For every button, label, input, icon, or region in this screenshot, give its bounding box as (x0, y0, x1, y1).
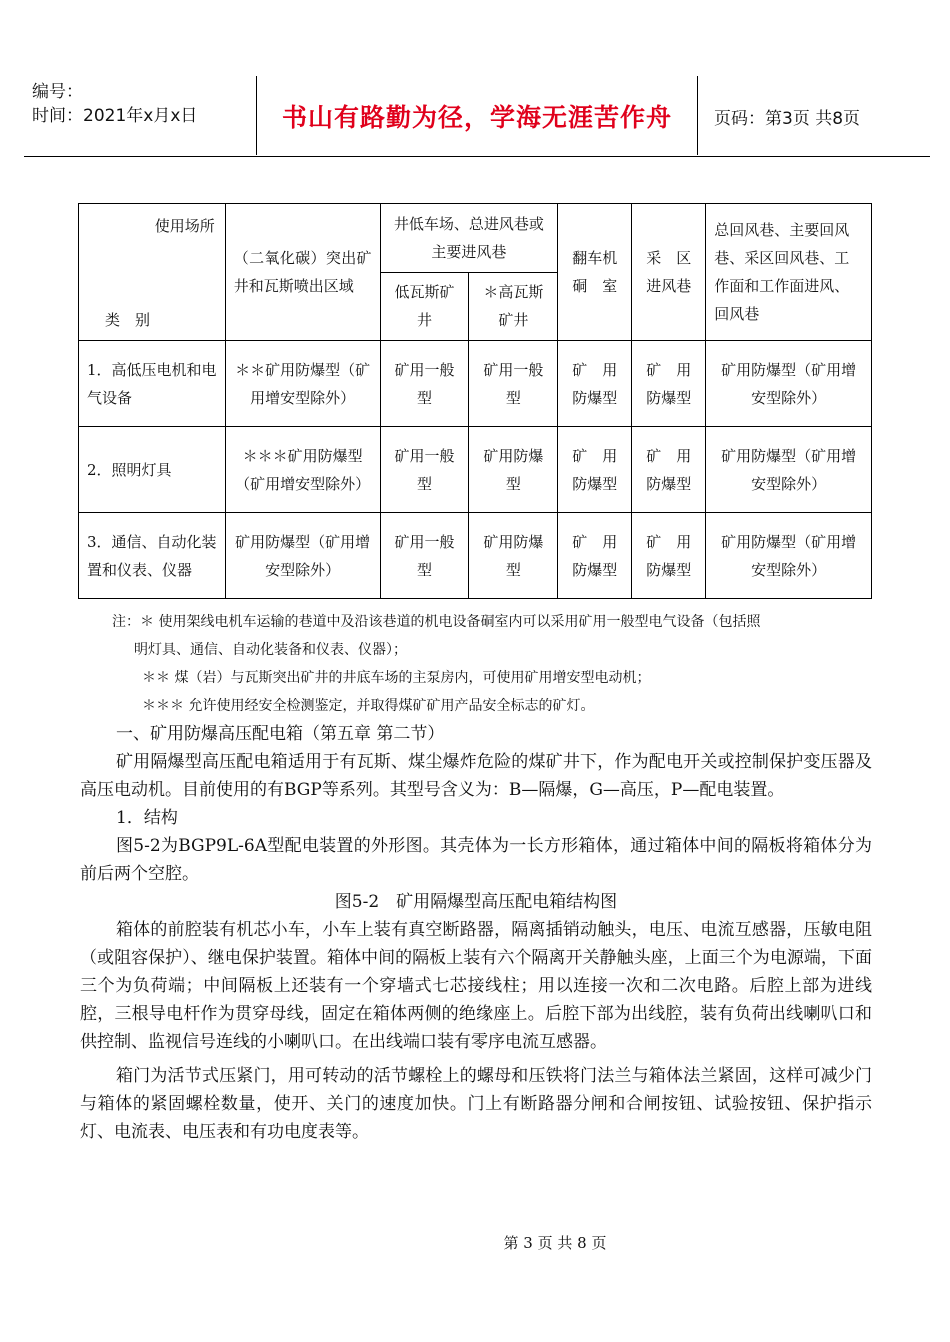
body-text (80, 720, 872, 1146)
row-tipper: 矿 用防爆型 (558, 427, 632, 513)
row-return: 矿用防爆型（矿用增安型除外） (706, 341, 872, 427)
col-header-district: 采 区进风巷 (632, 204, 706, 341)
row-category: 2．照明灯具 (79, 427, 226, 513)
row-high-gas: 矿用防爆型 (469, 513, 558, 599)
col-header-outburst: （二氧化碳）突出矿井和瓦斯喷出区域 (225, 204, 380, 341)
row-district: 矿 用防爆型 (632, 341, 706, 427)
subsection-heading: 1．结构 (116, 808, 178, 828)
section-heading: 一、矿用防爆高压配电箱（第五章 第二节） (116, 724, 445, 744)
row-outburst: ＊＊矿用防爆型（矿用增安型除外） (225, 341, 380, 427)
table-row (79, 427, 872, 513)
row-district: 矿 用防爆型 (632, 427, 706, 513)
table-row (79, 513, 872, 599)
row-category: 1．高低压电机和电气设备 (79, 341, 226, 427)
header-meta (32, 80, 197, 128)
row-district: 矿 用防爆型 (632, 513, 706, 599)
row-high-gas: 矿用一般型 (469, 341, 558, 427)
col-header-low-gas: 低瓦斯矿 井 (380, 272, 469, 341)
col-header-tipper: 翻车机硐 室 (558, 204, 632, 341)
paragraph: 箱门为活节式压紧门，用可转动的活节螺栓上的螺母和压铁将门法兰与箱体法兰紧固，这样可减少门与箱体的紧固螺栓数量，使开、关门的速度加快。门上有断路器分闸和合闸按钮、试验按钮、保护指示灯、电流表、电压表和有功电度表等。 (80, 1066, 872, 1142)
equipment-table (78, 203, 872, 599)
figure-caption: 图5-2 矿用隔爆型高压配电箱结构图 (334, 892, 618, 912)
paragraph: 图5-2为BGP9L-6A型配电装置的外形图。其壳体为一长方形箱体，通过箱体中间的隔板将箱体分为前后两个空腔。 (80, 836, 872, 884)
note-3: ＊＊＊ 允许使用经安全检测鉴定，并取得煤矿矿用产品安全标志的矿灯。 (142, 698, 595, 714)
row-low-gas: 矿用一般型 (380, 427, 469, 513)
col-header-high-gas: ＊高瓦斯矿井 (469, 272, 558, 341)
col-header-return: 总回风巷、主要回风巷、采区回风巷、工作面和工作面进风、回风巷 (706, 204, 872, 341)
corner-bottom-label: 类 别 (105, 311, 151, 329)
header-motto: 书山有路勤为径，学海无涯苦作舟 (256, 76, 698, 155)
corner-top-label: 使用场所 (154, 217, 215, 235)
page-footer: 第 3 页 共 8 页 (503, 1234, 607, 1252)
row-return: 矿用防爆型（矿用增安型除外） (706, 427, 872, 513)
page-header (24, 76, 930, 157)
row-return: 矿用防爆型（矿用增安型除外） (706, 513, 872, 599)
note-1: 注：＊ 使用架线电机车运输的巷道中及沿该巷道的机电设备硐室内可以采用矿用一般型电气设备（包括照 (112, 614, 761, 630)
col-header-shaft-group: 井低车场、总进风巷或主要进风巷 (380, 204, 558, 273)
paragraph: 箱体的前腔装有机芯小车，小车上装有真空断路器，隔离插销动触头，电压、电流互感器，压敏电阻（或阻容保护）、继电保护装置。箱体中间的隔板上装有六个隔离开关静触头座，上面三个为电源端，下面三个为负荷端；中间隔板上还装有一个穿墙式七芯接线柱；用以连接一次和二次电路。后腔上部为进线腔，三根导电杆作为贯穿母线，固定在箱体两侧的绝缘座上。后腔下部为出线腔，装有负荷出线喇叭口和供控制、监视信号连线的小喇叭口。在出线端口装有零序电流互感器。 (80, 920, 872, 1052)
header-page-info: 页码：第3页 共8页 (714, 109, 861, 129)
row-outburst: ＊＊＊矿用防爆型（矿用增安型除外） (225, 427, 380, 513)
row-low-gas: 矿用一般型 (380, 341, 469, 427)
row-high-gas: 矿用防爆型 (469, 427, 558, 513)
row-outburst: 矿用防爆型（矿用增安型除外） (225, 513, 380, 599)
table-row (79, 341, 872, 427)
row-low-gas: 矿用一般型 (380, 513, 469, 599)
paragraph: 矿用隔爆型高压配电箱适用于有瓦斯、煤尘爆炸危险的煤矿井下，作为配电开关或控制保护变压器及高压电动机。目前使用的有BGP等系列。其型号含义为：B—隔爆，G—高压，P—配电装置。 (80, 752, 872, 800)
table-corner-cell (79, 204, 226, 341)
doc-number-label: 编号： (32, 82, 83, 102)
note-1-cont: 明灯具、通信、自动化装备和仪表、仪器）； (134, 642, 407, 658)
note-2: ＊＊ 煤（岩）与瓦斯突出矿井的井底车场的主泵房内，可使用矿用增安型电动机； (142, 670, 651, 686)
row-tipper: 矿 用防爆型 (558, 513, 632, 599)
row-category: 3．通信、自动化装置和仪表、仪器 (79, 513, 226, 599)
table-notes (112, 608, 872, 720)
row-tipper: 矿 用防爆型 (558, 341, 632, 427)
doc-time-label: 时间：2021年x月x日 (32, 106, 198, 126)
